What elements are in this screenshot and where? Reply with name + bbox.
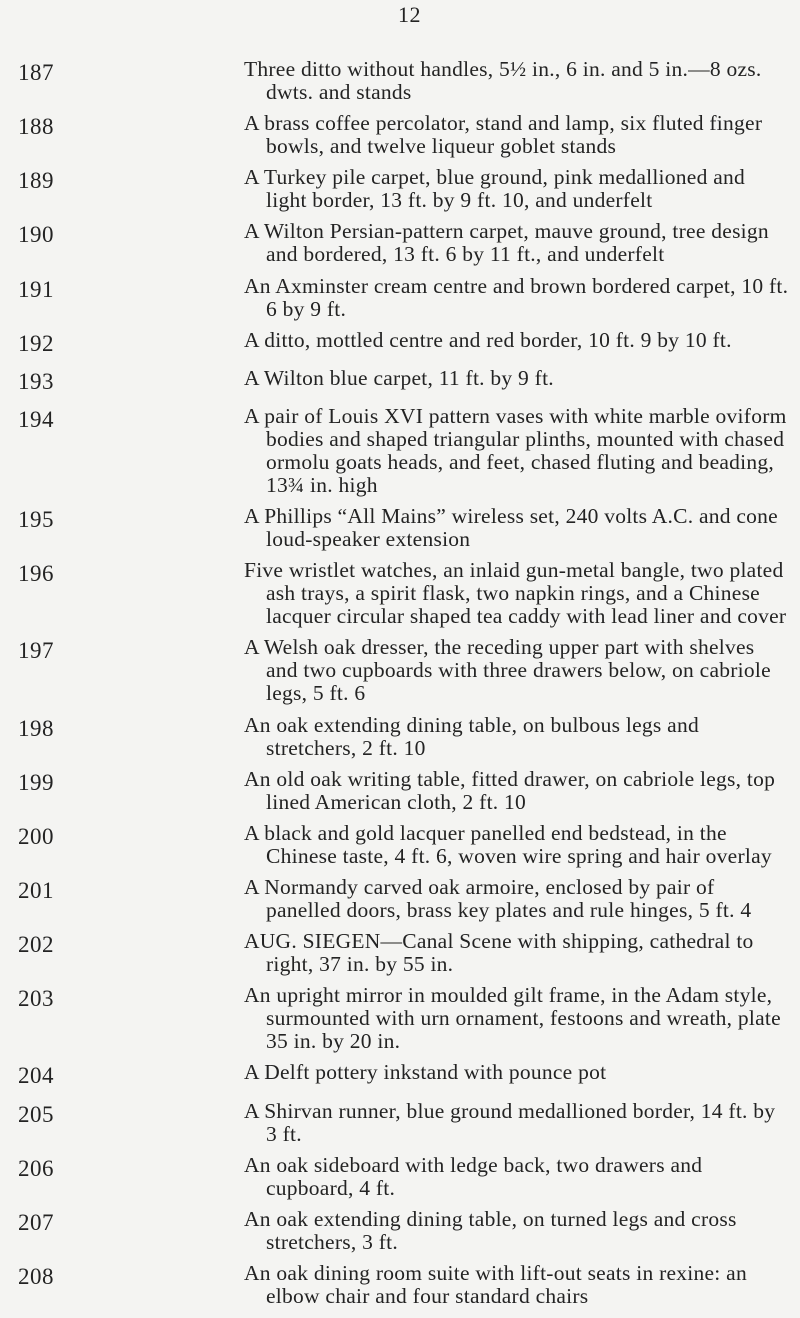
lot-description: A Normandy carved oak armoire, enclosed by pair of panelled doors, brass key plates and rule hinges, 5 ft. 4 — [244, 875, 752, 922]
lot-number: 198 — [18, 715, 54, 741]
lot-number: 189 — [18, 168, 54, 194]
lot-description: An oak extending dining table, on bulbous legs and stretchers, 2 ft. 10 — [244, 712, 699, 760]
lot-number: 197 — [18, 638, 54, 664]
lot-number: 194 — [18, 407, 54, 432]
lot-description: A Shirvan runner, blue ground medallioned border, 14 ft. by 3 ft. — [244, 1098, 776, 1146]
lot-description: A Phillips “All Mains” wireless set, 240 volts A.C. and cone loud-speaker extension — [244, 504, 778, 552]
lot-number: 190 — [18, 222, 54, 248]
lot-number: 195 — [18, 507, 54, 533]
lot-description: AUG. SIEGEN—Canal Scene with shipping, cathedral to right, 37 in. by 55 in. — [244, 929, 754, 977]
lot-number: 205 — [18, 1101, 54, 1127]
lot-number: 204 — [18, 1063, 54, 1089]
lot-number: 196 — [18, 561, 54, 587]
lot-description: A brass coffee percolator, stand and lamp, six fluted finger bowls, and twelve liqueur goblet stands — [244, 111, 763, 159]
lot-number: 202 — [18, 932, 54, 958]
lot-description: A ditto, mottled centre and red border, 10 ft. 9 by 10 ft. — [244, 327, 732, 352]
lot-number: 200 — [18, 823, 54, 849]
lot-description: Five wristlet watches, an inlaid gun-metal bangle, two plated ash trays, a spirit flask, two napkin rings, and a Chinese lacquer circular shaped tea caddy with lead liner and cover — [244, 558, 787, 629]
lot-description: An oak dining room suite with lift-out seats in rexine: an elbow chair and four standard chairs — [244, 1261, 747, 1308]
lot-number: 207 — [18, 1209, 54, 1235]
lot-number: 193 — [18, 368, 54, 394]
lot-description: An oak extending dining table, on turned legs and cross stretchers, 3 ft. — [244, 1206, 737, 1254]
lot-number: 208 — [18, 1264, 54, 1289]
lot-description: Three ditto without handles, 5½ in., 6 in. and 5 in.—8 ozs. dwts. and stands — [244, 57, 762, 104]
lot-description: A Delft pottery inkstand with pounce pot — [244, 1060, 607, 1085]
lot-number: 192 — [18, 330, 54, 356]
lot-description: An Axminster cream centre and brown bordered carpet, 10 ft. 6 by 9 ft. — [244, 273, 789, 321]
lot-description: A black and gold lacquer panelled end bedstead, in the Chinese taste, 4 ft. 6, woven wire spring and hair overlay — [244, 820, 772, 868]
lot-number: 188 — [18, 114, 54, 140]
page-number: 12 — [398, 2, 421, 27]
lot-number: 203 — [18, 986, 54, 1012]
lot-number: 199 — [18, 769, 54, 795]
lot-description: A Wilton Persian-pattern carpet, mauve ground, tree design and bordered, 13 ft. 6 by 11 ft., and underfelt — [244, 219, 769, 267]
lot-number: 187 — [18, 60, 54, 85]
lot-description: A pair of Louis XVI pattern vases with white marble oviform bodies and shaped triangular plinths, mounted with chased ormolu goats heads, and feet, chased fluting and beading, 13¾ in. high — [244, 404, 787, 497]
lot-description: An oak sideboard with ledge back, two drawers and cupboard, 4 ft. — [244, 1152, 703, 1200]
lot-description: A Welsh oak dresser, the receding upper part with shelves and two cupboards with three drawers below, on cabriole legs, 5 ft. 6 — [244, 635, 771, 706]
lot-description: A Wilton blue carpet, 11 ft. by 9 ft. — [244, 365, 554, 390]
lot-description: An upright mirror in moulded gilt frame, in the Adam style, surmounted with urn ornament, festoons and wreath, plate 35 in. by 20 in. — [244, 983, 781, 1054]
lot-number: 201 — [18, 878, 54, 903]
lot-description: A Turkey pile carpet, blue ground, pink medallioned and light border, 13 ft. by 9 ft. 10, and underfelt — [244, 165, 745, 213]
lot-number: 191 — [18, 276, 54, 302]
lot-description: An old oak writing table, fitted drawer, on cabriole legs, top lined American cloth, 2 ft. 10 — [244, 766, 776, 814]
lot-number: 206 — [18, 1155, 54, 1181]
